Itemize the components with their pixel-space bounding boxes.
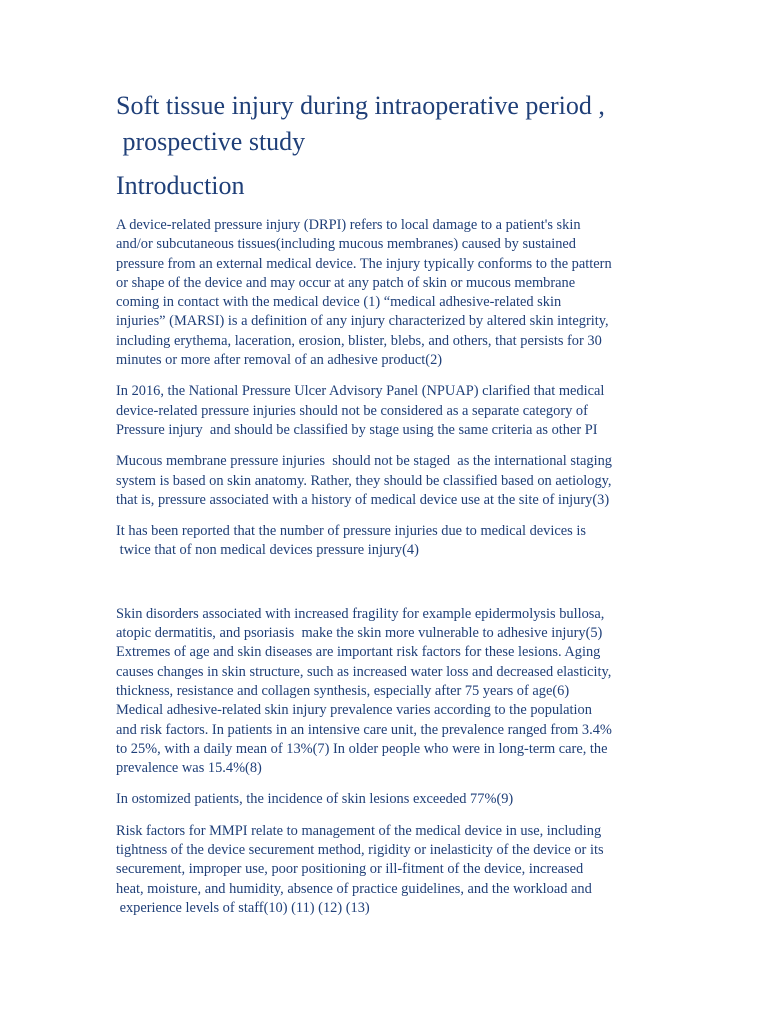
text-line: device-related pressure injuries should not be considered as a separate category of bbox=[116, 402, 588, 419]
text-line: including erythema, laceration, erosion, blister, blebs, and others, that persists for 30 bbox=[116, 332, 602, 349]
paragraph-mucous-membrane bbox=[116, 452, 656, 510]
text-line: It has been reported that the number of pressure injuries due to medical devices is bbox=[116, 523, 586, 540]
text-line: Skin disorders associated with increased fragility for example epidermolysis bullosa, bbox=[116, 605, 605, 622]
text-line: heat, moisture, and humidity, absence of practice guidelines, and the workload and bbox=[116, 880, 592, 897]
text-line: that is, pressure associated with a history of medical device use at the site of injury(3) bbox=[116, 491, 610, 508]
paragraph-npuap bbox=[116, 382, 656, 440]
section-heading-introduction: Introduction bbox=[116, 171, 245, 200]
text-line: Extremes of age and skin diseases are important risk factors for these lesions. Aging bbox=[116, 644, 601, 661]
text-line: twice that of non medical devices pressure injury(4) bbox=[116, 542, 419, 559]
document-body bbox=[116, 88, 656, 930]
text-line: securement, improper use, poor positioning or ill-fitment of the device, increased bbox=[116, 861, 584, 878]
text-line: causes changes in skin structure, such as increased water loss and decreased elasticity, bbox=[116, 663, 612, 680]
document-title bbox=[116, 88, 656, 160]
text-line: to 25%, with a daily mean of 13%(7) In older people who were in long-term care, the bbox=[116, 740, 608, 757]
text-line: and/or subcutaneous tissues(including mucous membranes) caused by sustained bbox=[116, 236, 577, 253]
paragraph-spacer bbox=[116, 573, 656, 605]
text-line: experience levels of staff(10) (11) (12) (13) bbox=[116, 899, 370, 916]
paragraph-ostomized bbox=[116, 790, 656, 809]
text-line: tightness of the device securement method, rigidity or inelasticity of the device or its bbox=[116, 842, 604, 859]
text-line: Mucous membrane pressure injuries should not be staged as the international staging bbox=[116, 453, 612, 470]
text-line: minutes or more after removal of an adhesive product(2) bbox=[116, 352, 443, 369]
text-line: pressure from an external medical device. The injury typically conforms to the pattern bbox=[116, 255, 612, 272]
title-line: Soft tissue injury during intraoperative period , bbox=[116, 91, 605, 120]
text-line: In ostomized patients, the incidence of skin lesions exceeded 77%(9) bbox=[116, 791, 514, 808]
text-line: Pressure injury and should be classified by stage using the same criteria as other PI bbox=[116, 421, 598, 438]
text-line: prevalence was 15.4%(8) bbox=[116, 760, 262, 777]
text-line: In 2016, the National Pressure Ulcer Advisory Panel (NPUAP) clarified that medical bbox=[116, 383, 605, 400]
text-line: atopic dermatitis, and psoriasis make the skin more vulnerable to adhesive injury(5) bbox=[116, 625, 603, 642]
text-line: Risk factors for MMPI relate to management of the medical device in use, including bbox=[116, 822, 602, 839]
text-line: and risk factors. In patients in an intensive care unit, the prevalence ranged from 3.4% bbox=[116, 721, 612, 738]
text-line: Medical adhesive-related skin injury prevalence varies according to the population bbox=[116, 702, 592, 719]
text-line: or shape of the device and may occur at any patch of skin or mucous membrane bbox=[116, 274, 576, 291]
text-line: thickness, resistance and collagen synthesis, especially after 75 years of age(6) bbox=[116, 682, 570, 699]
title-line: prospective study bbox=[116, 127, 306, 156]
text-line: A device-related pressure injury (DRPI) refers to local damage to a patient's skin bbox=[116, 217, 581, 233]
paragraph-skin-disorders bbox=[116, 605, 656, 779]
paragraph-drpi-definition bbox=[116, 216, 656, 370]
paragraph-prevalence-devices bbox=[116, 522, 656, 561]
paragraph-risk-factors bbox=[116, 822, 656, 918]
text-line: coming in contact with the medical device (1) “medical adhesive-related skin bbox=[116, 294, 562, 311]
text-line: injuries” (MARSI) is a definition of any injury characterized by altered skin integrity, bbox=[116, 313, 609, 330]
text-line: system is based on skin anatomy. Rather, they should be classified based on aetiology, bbox=[116, 472, 612, 489]
